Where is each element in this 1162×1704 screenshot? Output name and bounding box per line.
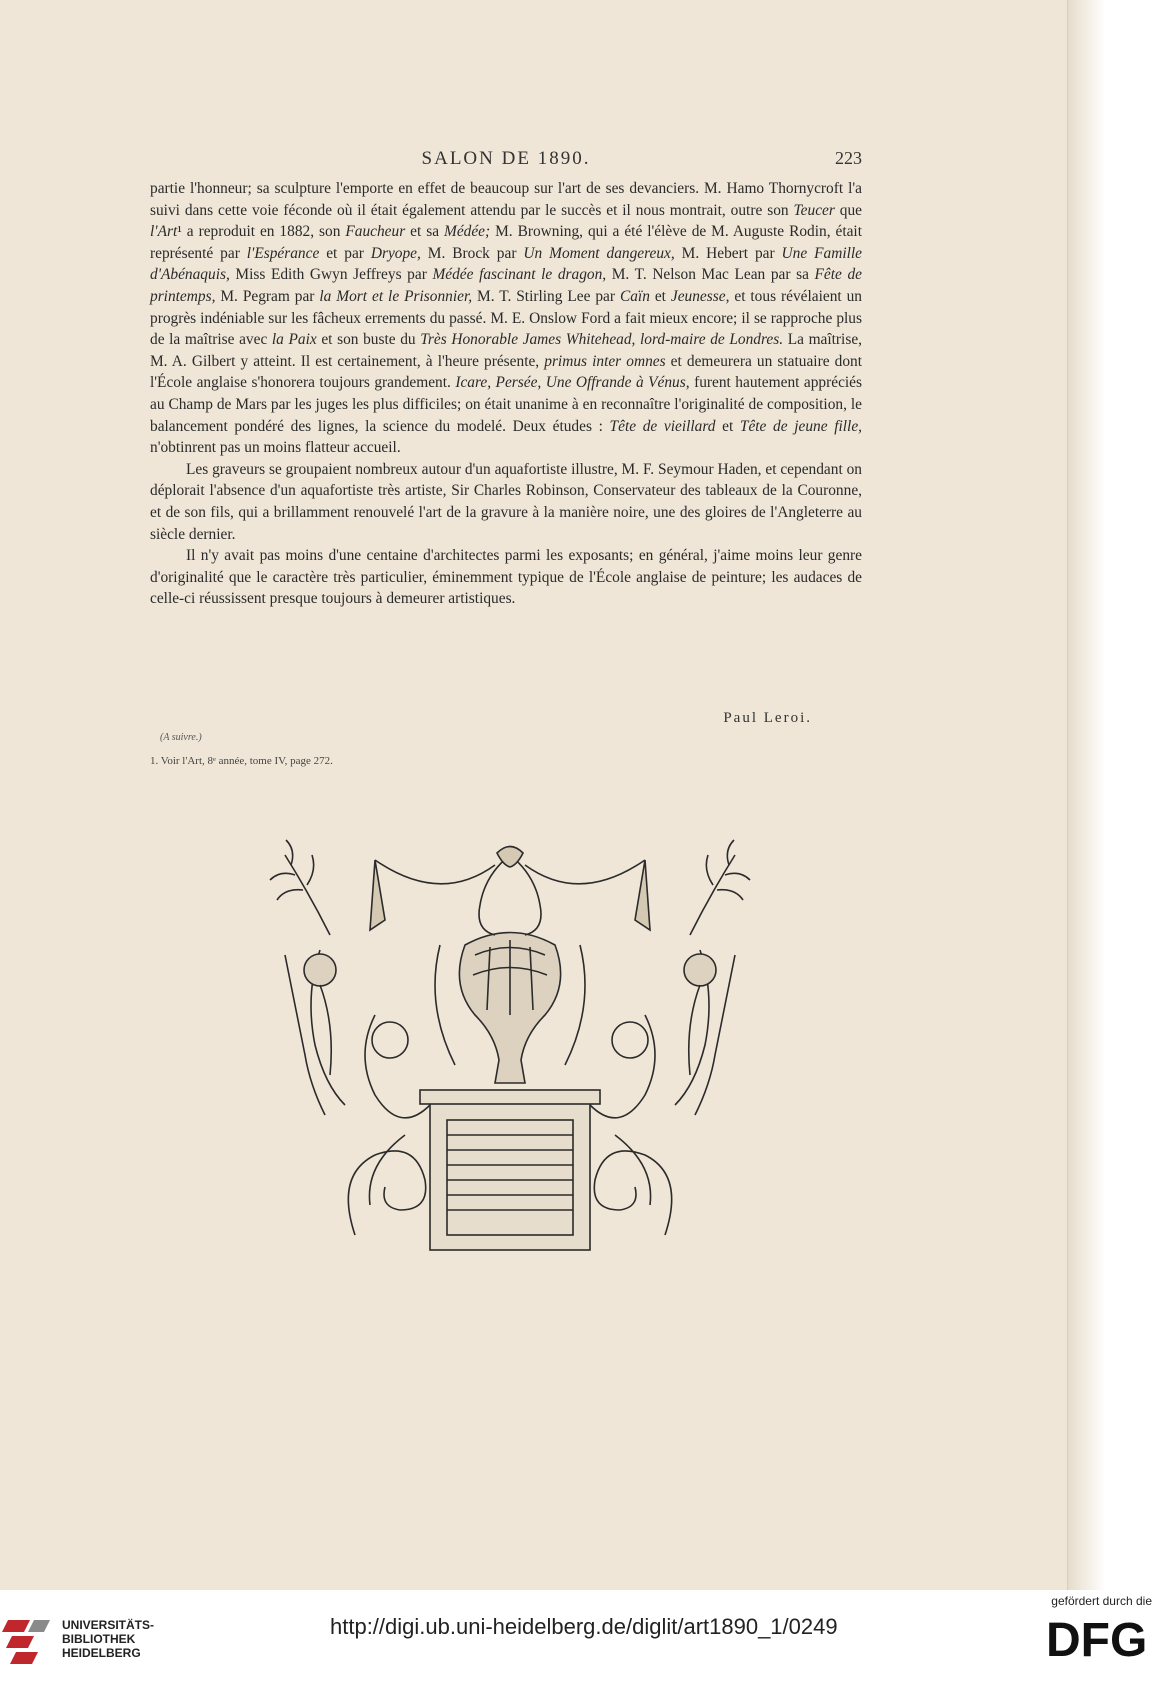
text-run: furent hautement appréciés au Champ de Mars par les juges les plus difficiles; on était unanime à en reconnaître l'originalité de composition, le balancement pondéré des lignes, la science du modelé. Deux études : — [150, 374, 863, 435]
text-run: M. Browning, qui a été l'élève de M. Auguste Rodin, était représenté par — [150, 223, 862, 262]
italic-text: Médée; — [444, 223, 491, 241]
text-run: ¹ a reproduit en 1882, son — [177, 223, 346, 241]
text-run: et par — [319, 244, 371, 262]
italic-text: Jeunesse, — [670, 287, 730, 305]
text-run: et demeurera un statuaire dont l'École anglaise s'honorera toujours grandement. — [150, 352, 862, 392]
source-url[interactable]: http://digi.ub.uni-heidelberg.de/diglit/art1890_1/0249 — [330, 1614, 838, 1639]
page-edge — [1068, 0, 1162, 1590]
text-run: M. T. Stirling Lee par — [472, 287, 620, 305]
page-number: 223 — [835, 148, 862, 168]
text-run: La maîtrise, M. A. Gilbert y atteint. Il est certainement, à l'heure présente, — [150, 331, 862, 370]
footnote: 1. Voir l'Art, 8ᵉ année, tome IV, page 272. — [150, 755, 333, 767]
italic-text: la Mort et le Prisonnier, — [319, 287, 473, 305]
article-body — [150, 178, 862, 610]
text-run: et son buste du — [316, 331, 421, 349]
vase-ornament-icon — [225, 835, 795, 1255]
text-run: Les graveurs se groupaient nombreux autour d'un aquafortiste illustre, M. F. Seymour Haden, et cependant on déplorait l'absence d'un aquafortiste très artiste, Sir Charles Robinson, Conservateur des tableaux de la Couronne, et de son fils, qui a brillamment renouvelé l'art de la gravure à la manière noire, une des gloires de l'Angleterre au siècle dernier. — [150, 460, 862, 543]
text-run: et sa — [405, 223, 444, 241]
dfg-logo-text: DFG — [1046, 1614, 1148, 1662]
italic-text: la Paix — [271, 331, 317, 349]
italic-text: Faucheur — [345, 223, 406, 241]
text-run: M. Pegram par — [215, 287, 320, 305]
university-line: BIBLIOTHEK — [62, 1632, 136, 1646]
text-run: et — [649, 287, 671, 305]
author-signature: Paul Leroi. — [723, 710, 812, 726]
italic-text: Caïn — [619, 287, 650, 305]
italic-text: Icare, Persée, Une Offrande à Vénus, — [455, 374, 690, 392]
paragraph — [150, 459, 862, 545]
running-title: SALON DE 1890. — [421, 148, 591, 169]
text-run: et tous révélaient un progrès indéniable sur les fâcheux errements du passé. M. E. Onslow Ford a fait mieux encore; il se rapproche plus de la maîtrise avec — [150, 287, 862, 349]
university-line: UNIVERSITÄTS- — [62, 1618, 155, 1632]
italic-text: l'Art — [150, 223, 178, 241]
italic-text: Médée fascinant le dragon, — [432, 266, 607, 284]
sponsor-label: gefördert durch die — [1051, 1594, 1152, 1608]
paragraph — [150, 545, 862, 610]
text-run: M. Hebert par — [674, 244, 782, 262]
italic-text: l'Espérance — [246, 244, 320, 262]
text-run: M. T. Nelson Mac Lean par sa — [606, 266, 815, 284]
text-run: Il n'y avait pas moins d'une centaine d'architectes parmi les exposants; en général, j'aime moins leur genre d'originalité que le caractère très particulier, éminemment typique de l'École anglaise de peinture; les audaces de celle-ci réussissent presque toujours à demeurer artistiques. — [150, 547, 862, 608]
italic-text: Teucer — [793, 201, 835, 219]
university-name — [62, 1618, 154, 1660]
dfg-logo-icon — [1044, 1612, 1154, 1662]
text-run: Miss Edith Gwyn Jeffreys par — [229, 266, 433, 284]
text-run: M. Brock par — [420, 244, 524, 262]
text-run: partie l'honneur; sa sculpture l'emporte en effet de beaucoup sur l'art de ses devanciers. M. Hamo Thornycroft l'a suivi dans cette voie féconde où il était également attendu par le succès et il nous montrait, outre son — [150, 180, 862, 219]
italic-text: Un Moment dangereux, — [523, 244, 675, 262]
italic-text: Fête de printemps, — [150, 266, 863, 305]
italic-text: Tête de jeune fille, — [739, 417, 862, 435]
italic-text: primus inter omnes — [544, 352, 666, 370]
text-run: et — [715, 417, 740, 435]
italic-text: Une Famille d'Abénaquis, — [150, 244, 862, 284]
italic-text: Très Honorable James Whitehead, lord-maire de Londres. — [420, 331, 784, 349]
text-run: n'obtinrent pas un moins flatteur accueil. — [150, 439, 401, 457]
page-header — [150, 148, 862, 172]
italic-text: Tête de vieillard — [609, 417, 716, 435]
university-line: HEIDELBERG — [62, 1646, 141, 1660]
paragraph — [150, 178, 862, 459]
text-run: que — [834, 201, 862, 219]
to-be-continued-note: (A suivre.) — [160, 732, 202, 743]
italic-text: Dryope, — [370, 244, 421, 262]
